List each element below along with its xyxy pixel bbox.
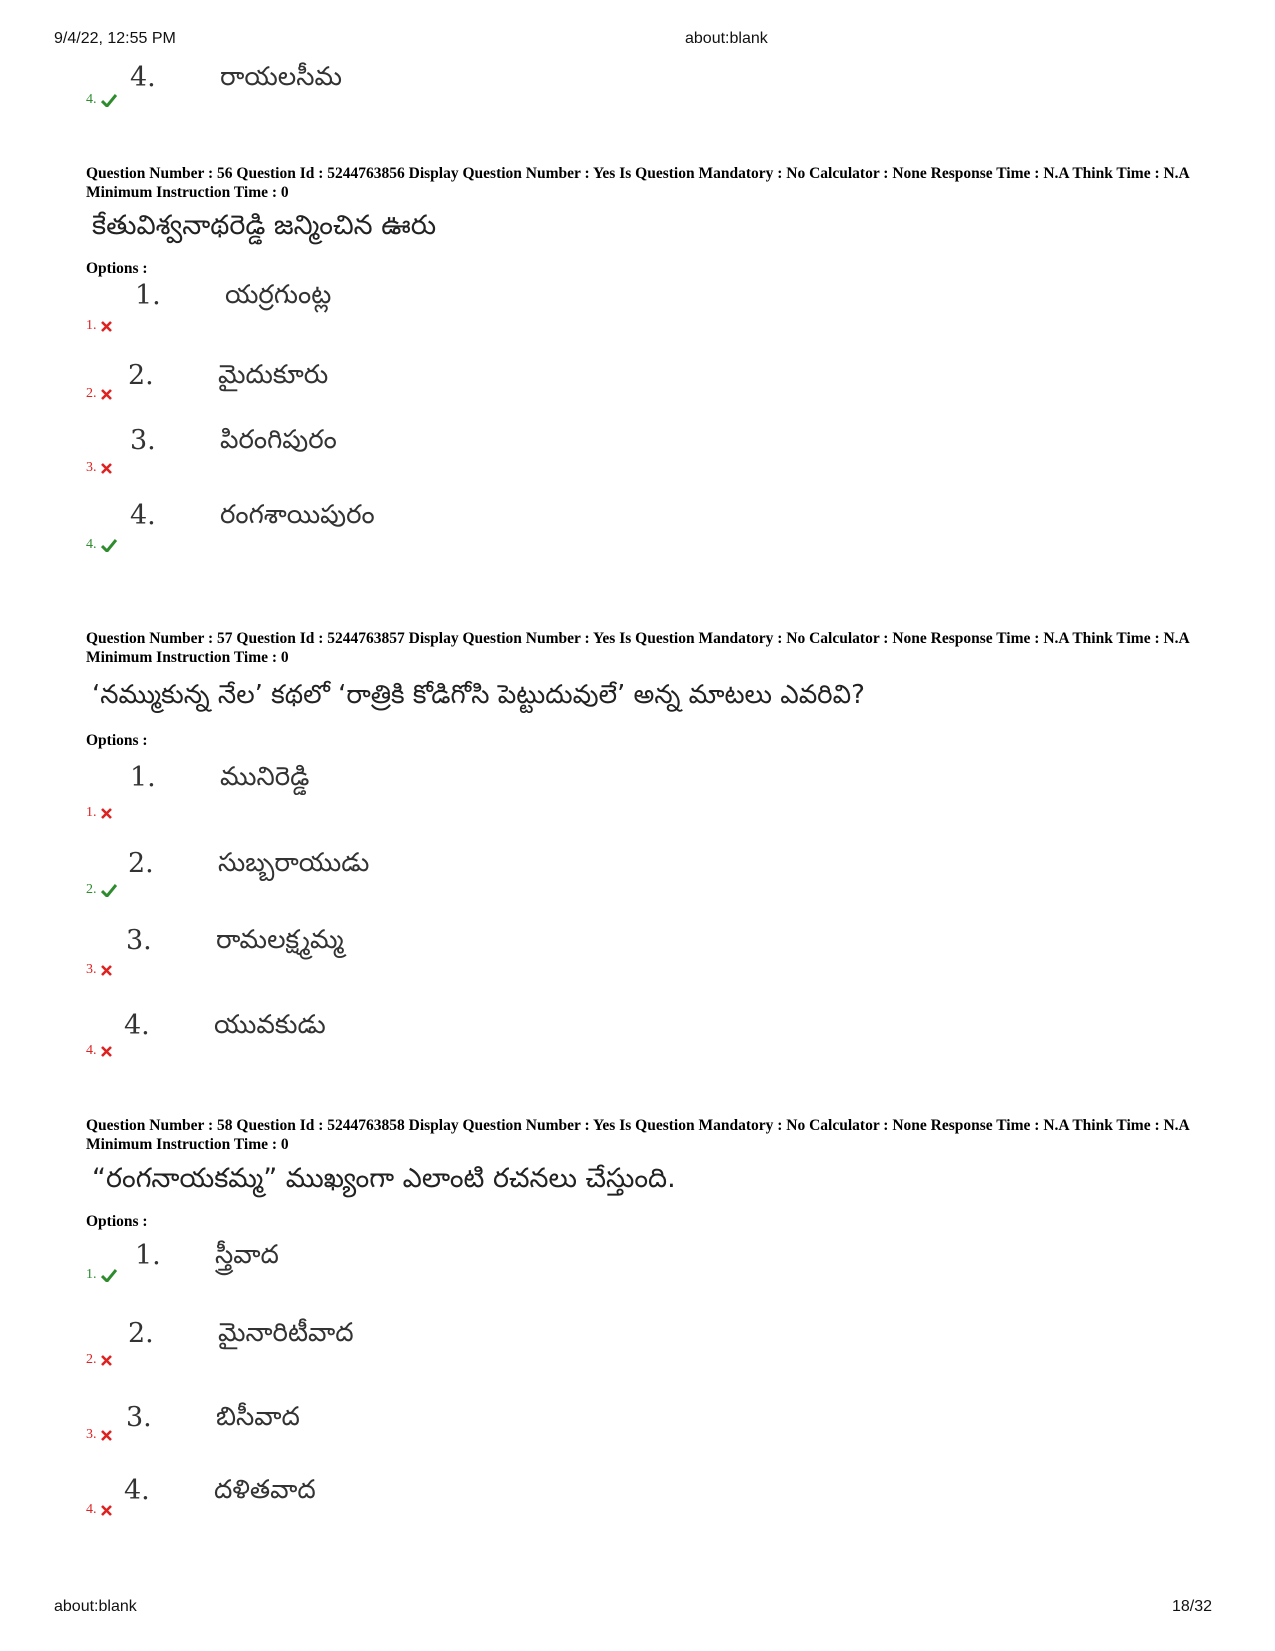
check-icon [101,884,117,897]
option-text: మైదుకూరు [218,360,329,390]
correct-marker [86,1267,117,1283]
wrong-marker [86,1502,112,1518]
marker-label: 3. [86,1427,97,1442]
cross-icon [101,1430,112,1441]
correct-marker [86,537,117,553]
wrong-marker [86,460,112,476]
cross-icon [101,1046,112,1057]
page-number: 18/32 [1172,1598,1213,1615]
cross-icon [101,808,112,819]
marker-label: 2. [86,882,97,897]
option-number: 4. [124,1475,150,1506]
marker-label: 4. [86,1043,97,1058]
option-text: పిరంగిపురం [220,425,337,455]
marker-label: 4. [86,1502,97,1517]
option-text: బిసీవాద [216,1402,300,1432]
wrong-marker [86,386,112,402]
question-meta: Question Number : 58 Question Id : 5244763858 Display Question Number : Yes Is Question Mandatory : No Calculator : None Response Time : N.A Think Time : N.A Minimum Instruction Time : 0 [86,1117,1189,1153]
marker-label: 1. [86,805,97,820]
wrong-marker [86,1427,112,1443]
option-number: 2. [128,1318,154,1349]
cross-icon [101,1355,112,1366]
option-number: 3. [130,425,156,456]
option-number: 2. [128,848,154,879]
options-label: Options : [86,260,148,277]
option-text: మైనారిటీవాద [218,1318,354,1348]
option-text: యువకుడు [214,1010,326,1040]
option-text: రంగశాయిపురం [220,500,375,530]
option-number: 1. [130,762,156,793]
option-text: సుబ్బరాయుడు [218,848,370,878]
options-label: Options : [86,732,148,749]
correct-marker [86,92,117,108]
cross-icon [101,389,112,400]
option-text: దళితవాద [214,1475,316,1505]
cross-icon [101,321,112,332]
wrong-marker [86,805,112,821]
question-meta: Question Number : 56 Question Id : 5244763856 Display Question Number : Yes Is Question Mandatory : No Calculator : None Response Time : N.A Think Time : N.A Minimum Instruction Time : 0 [86,165,1189,201]
option-text: యర్రగుంట్ల [225,280,332,310]
option-number: 1. [135,1240,161,1271]
option-text: రామలక్ష్మమ్మ [216,925,344,955]
marker-label: 2. [86,1352,97,1367]
option-number: 3. [126,1402,152,1433]
check-icon [101,539,117,552]
wrong-marker [86,318,112,334]
options-label: Options : [86,1213,148,1230]
check-icon [101,94,117,107]
option-number: 4. [130,62,156,93]
option-text: రాయలసీమ [220,62,342,92]
marker-label: 4. [86,92,97,107]
option-number: 4. [130,500,156,531]
question-text: “రంగనాయకమ్మ” ముఖ్యంగా ఎలాంటి రచనలు చేస్తుంది. [92,1163,676,1194]
option-text: స్త్రీవాద [215,1240,279,1270]
question-text: ‘నమ్ముకున్న నేల’ కథలో ‘రాత్రికి కోడిగోసి పెట్టుదువులే’ అన్న మాటలు ఎవరివి? [92,680,865,710]
correct-marker [86,882,117,898]
option-number: 3. [126,925,152,956]
option-text: మునిరెడ్డి [220,762,310,792]
marker-label: 1. [86,318,97,333]
print-datetime: 9/4/22, 12:55 PM [54,30,176,47]
marker-label: 3. [86,460,97,475]
question-meta: Question Number : 57 Question Id : 5244763857 Display Question Number : Yes Is Question Mandatory : No Calculator : None Response Time : N.A Think Time : N.A Minimum Instruction Time : 0 [86,630,1189,666]
check-icon [101,1269,117,1282]
option-number: 2. [128,360,154,391]
wrong-marker [86,1043,112,1059]
footer-url: about:blank [54,1598,137,1615]
cross-icon [101,1505,112,1516]
marker-label: 3. [86,962,97,977]
cross-icon [101,965,112,976]
option-number: 4. [124,1010,150,1041]
question-text: కేతువిశ్వనాథరెడ్డి జన్మించిన ఊరు [92,210,437,241]
print-url: about:blank [685,30,768,47]
wrong-marker [86,1352,112,1368]
marker-label: 1. [86,1267,97,1282]
cross-icon [101,463,112,474]
option-number: 1. [135,280,161,311]
marker-label: 2. [86,386,97,401]
marker-label: 4. [86,537,97,552]
wrong-marker [86,962,112,978]
